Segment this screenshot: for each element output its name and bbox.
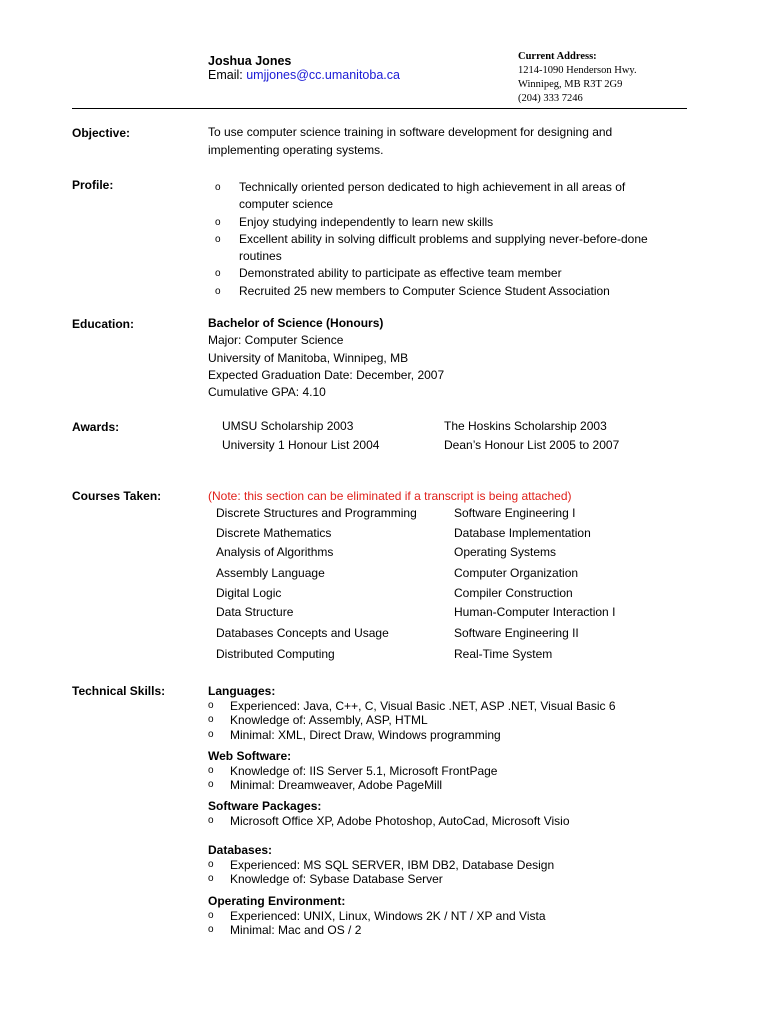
list-item: o Experienced: MS SQL SERVER, IBM DB2, Database Design	[208, 857, 555, 872]
education-block	[208, 315, 678, 401]
list-item: o Knowledge of: Assembly, ASP, HTML	[208, 713, 428, 727]
course-item: Computer Organization	[454, 566, 579, 580]
list-item: o Demonstrated ability to participate as effective team member	[208, 265, 678, 282]
course-item: Operating Systems	[454, 545, 557, 559]
award-item: Dean’s Honour List 2005 to 2007	[444, 438, 620, 452]
list-item: o Recruited 25 new members to Computer Science Student Association	[208, 283, 678, 300]
address-line: 1214-1090 Henderson Hwy.	[518, 65, 637, 76]
course-item: Software Engineering I	[454, 506, 576, 520]
course-item: Discrete Structures and Programming	[216, 506, 417, 520]
bullet-icon: o	[215, 268, 221, 280]
bullet-icon: o	[208, 909, 214, 921]
list-item: o Experienced: UNIX, Linux, Windows 2K / NT / XP and Vista	[208, 908, 546, 923]
course-item: Database Implementation	[454, 526, 591, 540]
bullet-icon: o	[208, 873, 214, 884]
list-item: o Technically oriented person dedicated to high achievement in all areas of computer science	[215, 180, 626, 212]
bullet-icon: o	[208, 764, 214, 776]
objective-text: To use computer science training in software development for designing and implementing operating systems.	[208, 125, 613, 157]
course-item: Digital Logic	[216, 586, 282, 600]
bullet-icon: o	[208, 728, 214, 740]
list-item: o Microsoft Office XP, Adobe Photoshop, AutoCad, Microsoft Visio	[208, 813, 570, 828]
course-item: Analysis of Algorithms	[216, 545, 334, 559]
databases-section	[208, 843, 554, 887]
degree: Bachelor of Science (Honours)	[208, 316, 384, 330]
web-software-title: Web Software:	[208, 749, 292, 763]
list-item: o Experienced: Java, C++, C, Visual Basic .NET, ASP .NET, Visual Basic 6	[208, 698, 616, 713]
header-divider	[72, 108, 687, 109]
courses-label: Courses Taken:	[72, 489, 162, 503]
school: University of Manitoba, Winnipeg, MB	[208, 350, 409, 365]
course-item: Compiler Construction	[454, 586, 573, 600]
bullet-icon: o	[208, 714, 214, 725]
bullet-icon: o	[208, 858, 214, 870]
course-item: Data Structure	[216, 605, 294, 619]
major: Major: Computer Science	[208, 333, 344, 348]
bullet-icon: o	[208, 699, 214, 711]
list-item: o Enjoy studying independently to learn new skills	[208, 214, 678, 231]
award-item: UMSU Scholarship 2003	[222, 419, 354, 433]
course-item: Human-Computer Interaction I	[454, 605, 616, 619]
software-packages-section	[208, 799, 570, 828]
operating-environment-section	[208, 894, 546, 938]
languages-title: Languages:	[208, 684, 276, 698]
course-item: Assembly Language	[216, 566, 325, 580]
email-link[interactable]: umjjones@cc.umanitoba.ca	[246, 68, 400, 82]
awards-label: Awards:	[72, 420, 120, 434]
email-line	[208, 68, 400, 82]
address-label: Current Address:	[518, 51, 597, 62]
bullet-icon: o	[208, 924, 214, 935]
bullet-icon: o	[215, 182, 221, 193]
phone-line: (204) 333 7246	[518, 93, 583, 104]
profile-list	[208, 179, 678, 300]
courses-note: (Note: this section can be eliminated if a transcript is being attached)	[208, 489, 572, 503]
applicant-name: Joshua Jones	[208, 54, 292, 68]
list-item: o Knowledge of: Sybase Database Server	[208, 872, 443, 886]
graduation-date: Expected Graduation Date: December, 2007	[208, 367, 445, 382]
course-item: Databases Concepts and Usage	[216, 626, 389, 640]
bullet-icon: o	[208, 814, 214, 826]
technical-skills-label: Technical Skills:	[72, 684, 166, 698]
list-item: o Minimal: Dreamweaver, Adobe PageMill	[208, 778, 443, 792]
databases-title: Databases:	[208, 843, 273, 857]
bullet-icon: o	[215, 216, 221, 228]
course-item: Discrete Mathematics	[216, 526, 332, 540]
course-item: Distributed Computing	[216, 647, 335, 661]
gpa: Cumulative GPA: 4.10	[208, 385, 326, 400]
profile-label: Profile:	[72, 178, 114, 192]
list-item: o Minimal: XML, Direct Draw, Windows programming	[208, 727, 501, 742]
current-address	[518, 50, 637, 106]
education-label: Education:	[72, 317, 134, 331]
course-item: Real-Time System	[454, 647, 553, 661]
email-label: Email:	[208, 68, 243, 82]
bullet-icon: o	[208, 779, 214, 790]
list-item: o Minimal: Mac and OS / 2	[208, 923, 362, 937]
objective-label: Objective:	[72, 126, 131, 140]
list-item: o Excellent ability in solving difficult problems and supplying never-before-done routines	[215, 231, 648, 264]
address-line: Winnipeg, MB R3T 2G9	[518, 79, 623, 90]
award-item: University 1 Honour List 2004	[222, 438, 380, 452]
list-item: o Knowledge of: IIS Server 5.1, Microsoft FrontPage	[208, 763, 498, 778]
course-item: Software Engineering II	[454, 626, 579, 640]
operating-environment-title: Operating Environment:	[208, 894, 346, 908]
software-packages-title: Software Packages:	[208, 799, 322, 813]
web-software-section	[208, 749, 497, 793]
bullet-icon: o	[215, 233, 221, 245]
languages-section	[208, 684, 616, 742]
award-item: The Hoskins Scholarship 2003	[444, 419, 607, 433]
bullet-icon: o	[215, 285, 221, 297]
